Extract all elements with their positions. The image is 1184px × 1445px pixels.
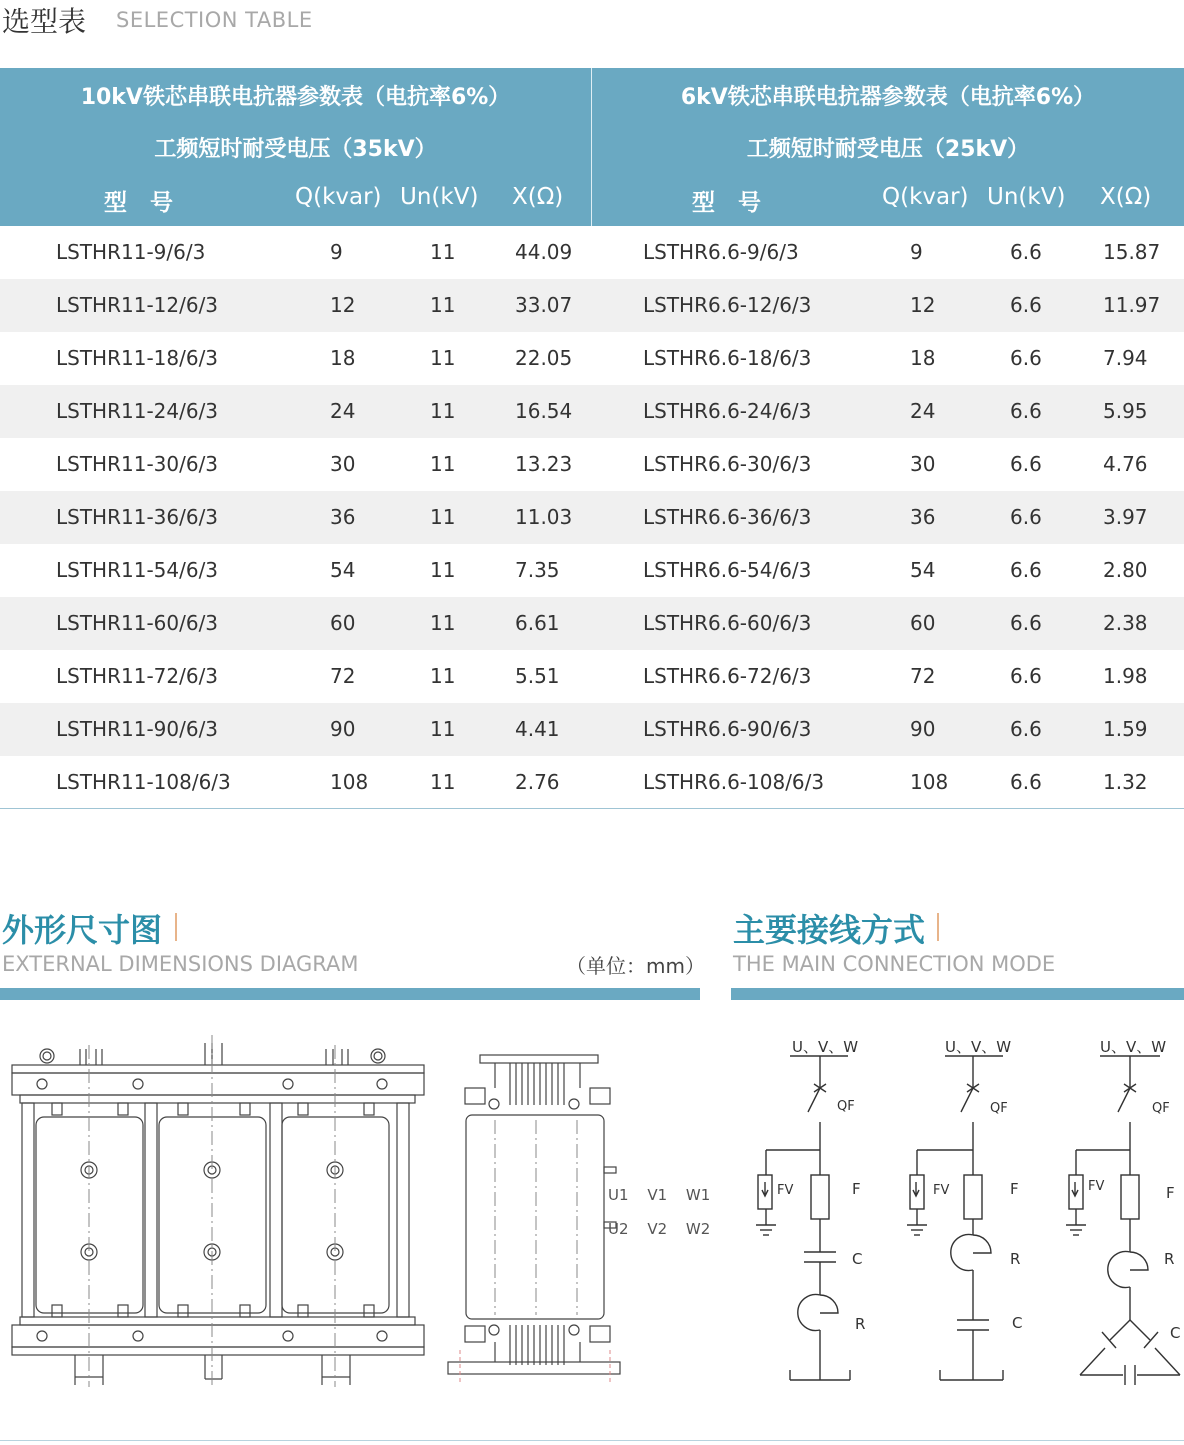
left-cell-un: 11: [430, 399, 456, 423]
left-cell-model: LSTHR11-36/6/3: [56, 505, 219, 529]
terminal-u2: U2: [608, 1220, 629, 1238]
r-label-3: R: [1164, 1250, 1175, 1268]
connection-rule: [731, 988, 1184, 1000]
right-cell-model: LSTHR6.6-54/6/3: [643, 558, 812, 582]
table-bottom-rule: [0, 808, 1184, 809]
side-view-drawing: [440, 1040, 700, 1390]
left-table-voltage: 工频短时耐受电压（35kV）: [154, 137, 437, 162]
terminal-v2: V2: [647, 1220, 668, 1238]
right-cell-un: 6.6: [1010, 452, 1042, 476]
right-cell-q: 12: [910, 293, 936, 317]
left-cell-un: 11: [430, 664, 456, 688]
left-cell-un: 11: [430, 717, 456, 741]
fv-label-3: FV: [1088, 1179, 1105, 1194]
terminal-labels-top: [608, 1186, 710, 1204]
left-cell-q: 72: [330, 664, 356, 688]
fv-label-2: FV: [933, 1183, 950, 1198]
right-cell-un: 6.6: [1010, 399, 1042, 423]
left-cell-un: 11: [430, 293, 456, 317]
terminal-labels-bottom: [608, 1220, 710, 1238]
left-cell-model: LSTHR11-24/6/3: [56, 399, 219, 423]
left-cell-un: 11: [430, 558, 456, 582]
left-cell-x: 5.51: [515, 664, 560, 688]
fv-label-1: FV: [777, 1183, 794, 1198]
table-row: [0, 650, 1184, 703]
right-cell-un: 6.6: [1010, 293, 1042, 317]
right-cell-model: LSTHR6.6-72/6/3: [643, 664, 812, 688]
c-label-1: C: [852, 1250, 863, 1268]
left-cell-model: LSTHR11-12/6/3: [56, 293, 219, 317]
connection-diagrams: [740, 1030, 1184, 1395]
table-header: [0, 68, 1184, 226]
terminal-u1: U1: [608, 1186, 629, 1204]
right-cell-un: 6.6: [1010, 505, 1042, 529]
right-cell-x: 1.59: [1103, 717, 1148, 741]
left-cell-x: 2.76: [515, 770, 560, 794]
right-cell-q: 72: [910, 664, 936, 688]
right-cell-model: LSTHR6.6-9/6/3: [643, 240, 799, 264]
left-cell-un: 11: [430, 240, 456, 264]
f-label-2: F: [1010, 1180, 1019, 1198]
right-cell-un: 6.6: [1010, 240, 1042, 264]
right-cell-un: 6.6: [1010, 770, 1042, 794]
right-cell-q: 24: [910, 399, 936, 423]
left-cell-model: LSTHR11-90/6/3: [56, 717, 219, 741]
bus-label-1: U、V、W: [792, 1038, 859, 1056]
right-cell-q: 30: [910, 452, 936, 476]
left-cell-un: 11: [430, 611, 456, 635]
front-view-drawing: [0, 1035, 430, 1390]
qf-label-2: QF: [990, 1101, 1008, 1116]
table-row: [0, 332, 1184, 385]
bus-label-3: U、V、W: [1100, 1038, 1167, 1056]
dimensions-unit: （单位：mm）: [566, 954, 705, 978]
left-cell-model: LSTHR11-9/6/3: [56, 240, 206, 264]
right-cell-un: 6.6: [1010, 346, 1042, 370]
table-row: [0, 756, 1184, 809]
left-cell-x: 6.61: [515, 611, 560, 635]
table-row: [0, 226, 1184, 279]
qf-label-3: QF: [1152, 1101, 1170, 1116]
left-cell-un: 11: [430, 770, 456, 794]
terminal-w1: W1: [685, 1186, 711, 1204]
connection-subtitle: THE MAIN CONNECTION MODE: [733, 952, 1056, 976]
right-col-x: X(Ω): [1100, 184, 1152, 210]
right-col-un: Un(kV): [987, 184, 1066, 210]
right-cell-x: 4.76: [1103, 452, 1148, 476]
right-cell-q: 9: [910, 240, 923, 264]
right-cell-x: 11.97: [1103, 293, 1161, 317]
left-cell-q: 108: [330, 770, 369, 794]
left-cell-x: 11.03: [515, 505, 573, 529]
dimensions-title-bar: [175, 913, 177, 941]
right-cell-model: LSTHR6.6-12/6/3: [643, 293, 812, 317]
left-cell-model: LSTHR11-108/6/3: [56, 770, 231, 794]
left-cell-q: 18: [330, 346, 356, 370]
left-cell-model: LSTHR11-54/6/3: [56, 558, 219, 582]
left-cell-un: 11: [430, 452, 456, 476]
dimensions-title: 外形尺寸图: [2, 911, 163, 949]
right-cell-model: LSTHR6.6-36/6/3: [643, 505, 812, 529]
f-label-3: F: [1166, 1184, 1175, 1202]
right-cell-x: 15.87: [1103, 240, 1161, 264]
left-col-x: X(Ω): [512, 184, 564, 210]
right-cell-x: 2.80: [1103, 558, 1148, 582]
left-cell-un: 11: [430, 505, 456, 529]
right-cell-x: 5.95: [1103, 399, 1148, 423]
left-cell-x: 33.07: [515, 293, 573, 317]
left-table-title: 10kV铁芯串联电抗器参数表（电抗率6%）: [80, 85, 511, 110]
selection-subtitle: SELECTION TABLE: [116, 8, 313, 32]
left-cell-q: 60: [330, 611, 356, 635]
left-cell-x: 16.54: [515, 399, 573, 423]
right-cell-q: 36: [910, 505, 936, 529]
right-cell-model: LSTHR6.6-90/6/3: [643, 717, 812, 741]
left-cell-un: 11: [430, 346, 456, 370]
left-col-q: Q(kvar): [295, 184, 382, 210]
left-cell-model: LSTHR11-72/6/3: [56, 664, 219, 688]
right-cell-un: 6.6: [1010, 558, 1042, 582]
right-col-q: Q(kvar): [882, 184, 969, 210]
left-cell-x: 7.35: [515, 558, 560, 582]
left-cell-q: 24: [330, 399, 356, 423]
table-row: [0, 491, 1184, 544]
connection-title-bar: [937, 913, 939, 941]
left-cell-q: 30: [330, 452, 356, 476]
right-cell-x: 7.94: [1103, 346, 1148, 370]
right-cell-un: 6.6: [1010, 611, 1042, 635]
right-cell-q: 90: [910, 717, 936, 741]
right-cell-un: 6.6: [1010, 717, 1042, 741]
right-cell-x: 2.38: [1103, 611, 1148, 635]
bus-label-2: U、V、W: [945, 1038, 1012, 1056]
left-col-model: 型 号: [104, 190, 173, 216]
c-label-3: C: [1170, 1324, 1181, 1342]
f-label-1: F: [852, 1180, 861, 1198]
table-row: [0, 544, 1184, 597]
right-cell-model: LSTHR6.6-108/6/3: [643, 770, 825, 794]
qf-label-1: QF: [837, 1099, 855, 1114]
left-cell-q: 36: [330, 505, 356, 529]
left-cell-x: 13.23: [515, 452, 573, 476]
table-row: [0, 385, 1184, 438]
left-cell-x: 4.41: [515, 717, 560, 741]
left-cell-q: 90: [330, 717, 356, 741]
left-cell-q: 12: [330, 293, 356, 317]
right-cell-q: 54: [910, 558, 936, 582]
connection-title: 主要接线方式: [733, 911, 926, 949]
left-cell-x: 22.05: [515, 346, 573, 370]
right-cell-q: 18: [910, 346, 936, 370]
right-cell-model: LSTHR6.6-18/6/3: [643, 346, 812, 370]
left-cell-model: LSTHR11-30/6/3: [56, 452, 219, 476]
terminal-w2: W2: [685, 1220, 711, 1238]
dimensions-rule: [0, 988, 700, 1000]
left-cell-model: LSTHR11-60/6/3: [56, 611, 219, 635]
right-cell-q: 108: [910, 770, 949, 794]
right-cell-x: 1.32: [1103, 770, 1148, 794]
right-cell-x: 3.97: [1103, 505, 1148, 529]
left-cell-q: 9: [330, 240, 343, 264]
right-cell-model: LSTHR6.6-30/6/3: [643, 452, 812, 476]
dimensions-subtitle: EXTERNAL DIMENSIONS DIAGRAM: [2, 952, 359, 976]
c-label-2: C: [1012, 1314, 1023, 1332]
selection-title: 选型表: [2, 5, 87, 38]
right-cell-x: 1.98: [1103, 664, 1148, 688]
table-row: [0, 703, 1184, 756]
right-cell-model: LSTHR6.6-60/6/3: [643, 611, 812, 635]
right-cell-model: LSTHR6.6-24/6/3: [643, 399, 812, 423]
right-cell-q: 60: [910, 611, 936, 635]
left-col-un: Un(kV): [400, 184, 479, 210]
right-cell-un: 6.6: [1010, 664, 1042, 688]
left-cell-model: LSTHR11-18/6/3: [56, 346, 219, 370]
right-table-voltage: 工频短时耐受电压（25kV）: [746, 137, 1030, 162]
table-row: [0, 438, 1184, 491]
table-row: [0, 279, 1184, 332]
terminal-v1: V1: [647, 1186, 668, 1204]
right-table-title: 6kV铁芯串联电抗器参数表（电抗率6%）: [680, 85, 1096, 110]
left-cell-q: 54: [330, 558, 356, 582]
r-label-2: R: [1010, 1250, 1021, 1268]
table-row: [0, 597, 1184, 650]
r-label-1: R: [855, 1315, 866, 1333]
right-col-model: 型 号: [692, 190, 761, 216]
page-bottom-rule: [0, 1440, 1184, 1441]
left-cell-x: 44.09: [515, 240, 573, 264]
